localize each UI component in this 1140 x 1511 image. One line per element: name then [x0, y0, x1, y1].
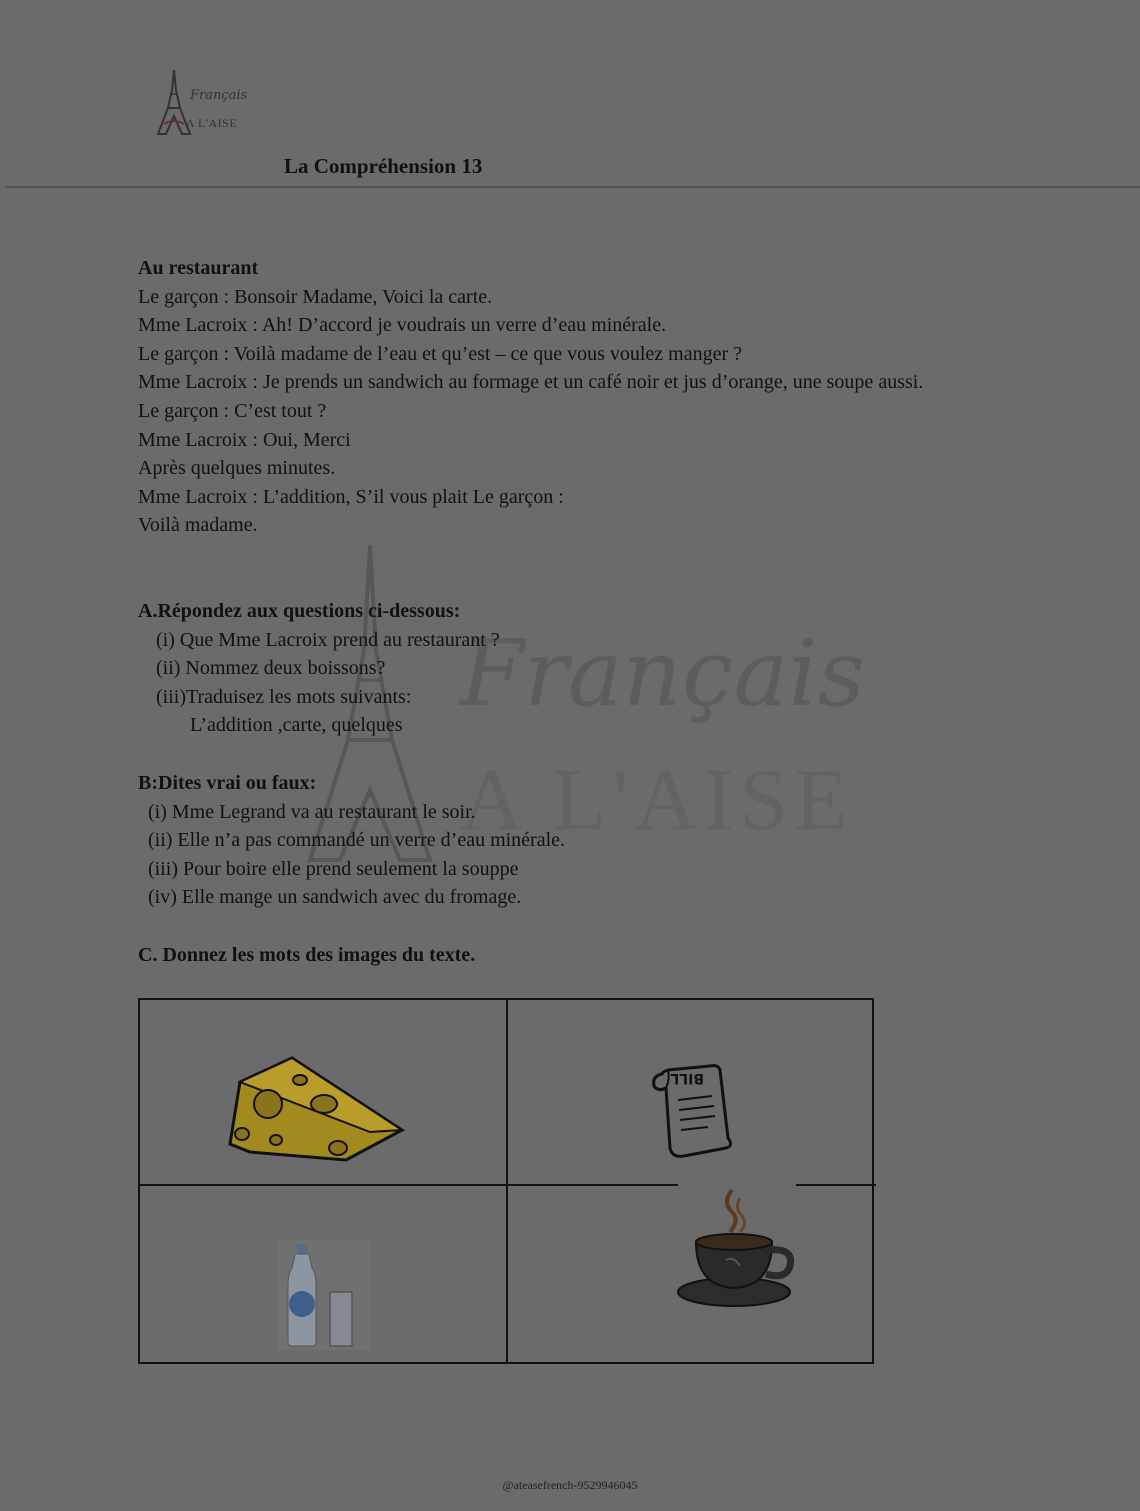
image-grid — [138, 998, 874, 1364]
question-item: (i) Que Mme Lacroix prend au restaurant ? — [156, 628, 500, 651]
watermark-script-text: Français — [460, 620, 865, 727]
dialogue-passage — [138, 254, 1018, 540]
true-false-item: (iii) Pour boire elle prend seulement la souppe — [148, 857, 519, 880]
logo-text-script: Français — [190, 88, 248, 103]
dialogue-line: Mme Lacroix : Oui, Merci — [138, 428, 351, 451]
page-title: La Compréhension 13 — [284, 154, 483, 178]
true-false-item: (ii) Elle n’a pas commandé un verre d’eau minérale. — [148, 829, 566, 852]
dialogue-line: Le garçon : C’est tout ? — [138, 399, 327, 422]
logo — [150, 68, 265, 140]
header-divider — [5, 186, 1140, 188]
section-a-heading: A.Répondez aux questions ci-dessous: — [138, 600, 461, 622]
footer-handle: @ateasefrench-9529946045 — [502, 1478, 638, 1492]
question-item: (ii) Nommez deux boissons? — [156, 657, 386, 680]
question-item: (iii)Traduisez les mots suivants: — [156, 685, 412, 708]
watermark-caps-text: A L'AISE — [460, 752, 854, 849]
dialogue-line: Après quelques minutes. — [138, 457, 336, 480]
dialogue-heading: Au restaurant — [138, 257, 259, 279]
dialogue-line: Le garçon : Bonsoir Madame, Voici la carte. — [138, 285, 493, 308]
dialogue-line: Voilà madame. — [138, 514, 258, 537]
translate-words: L’addition ,carte, quelques — [190, 714, 403, 737]
section-b — [138, 769, 565, 912]
water-bottle-icon — [278, 1240, 370, 1350]
coffee-cup-icon — [676, 1184, 800, 1314]
section-c-heading: C. Donnez les mots des images du texte. — [138, 944, 476, 966]
logo-text-caps: A L'AISE — [186, 116, 238, 130]
cheese-icon — [220, 1052, 410, 1167]
bill-receipt-icon — [648, 1062, 736, 1162]
dialogue-line: Mme Lacroix : Je prends un sandwich au formage et un café noir et jus d’orange, une soupe aussi. — [138, 371, 924, 394]
section-a — [138, 597, 500, 740]
true-false-item: (i) Mme Legrand va au restaurant le soir. — [148, 800, 476, 823]
dialogue-line: Le garçon : Voilà madame de l’eau et qu’est – ce que vous voulez manger ? — [138, 342, 743, 365]
true-false-item: (iv) Elle mange un sandwich avec du fromage. — [148, 886, 522, 909]
bill-label: BILL — [670, 1070, 704, 1086]
section-b-heading: B:Dites vrai ou faux: — [138, 772, 317, 794]
dialogue-line: Mme Lacroix : L’addition, S’il vous plait Le garçon : — [138, 485, 564, 508]
dialogue-line: Mme Lacroix : Ah! D’accord je voudrais un verre d’eau minérale. — [138, 314, 667, 337]
